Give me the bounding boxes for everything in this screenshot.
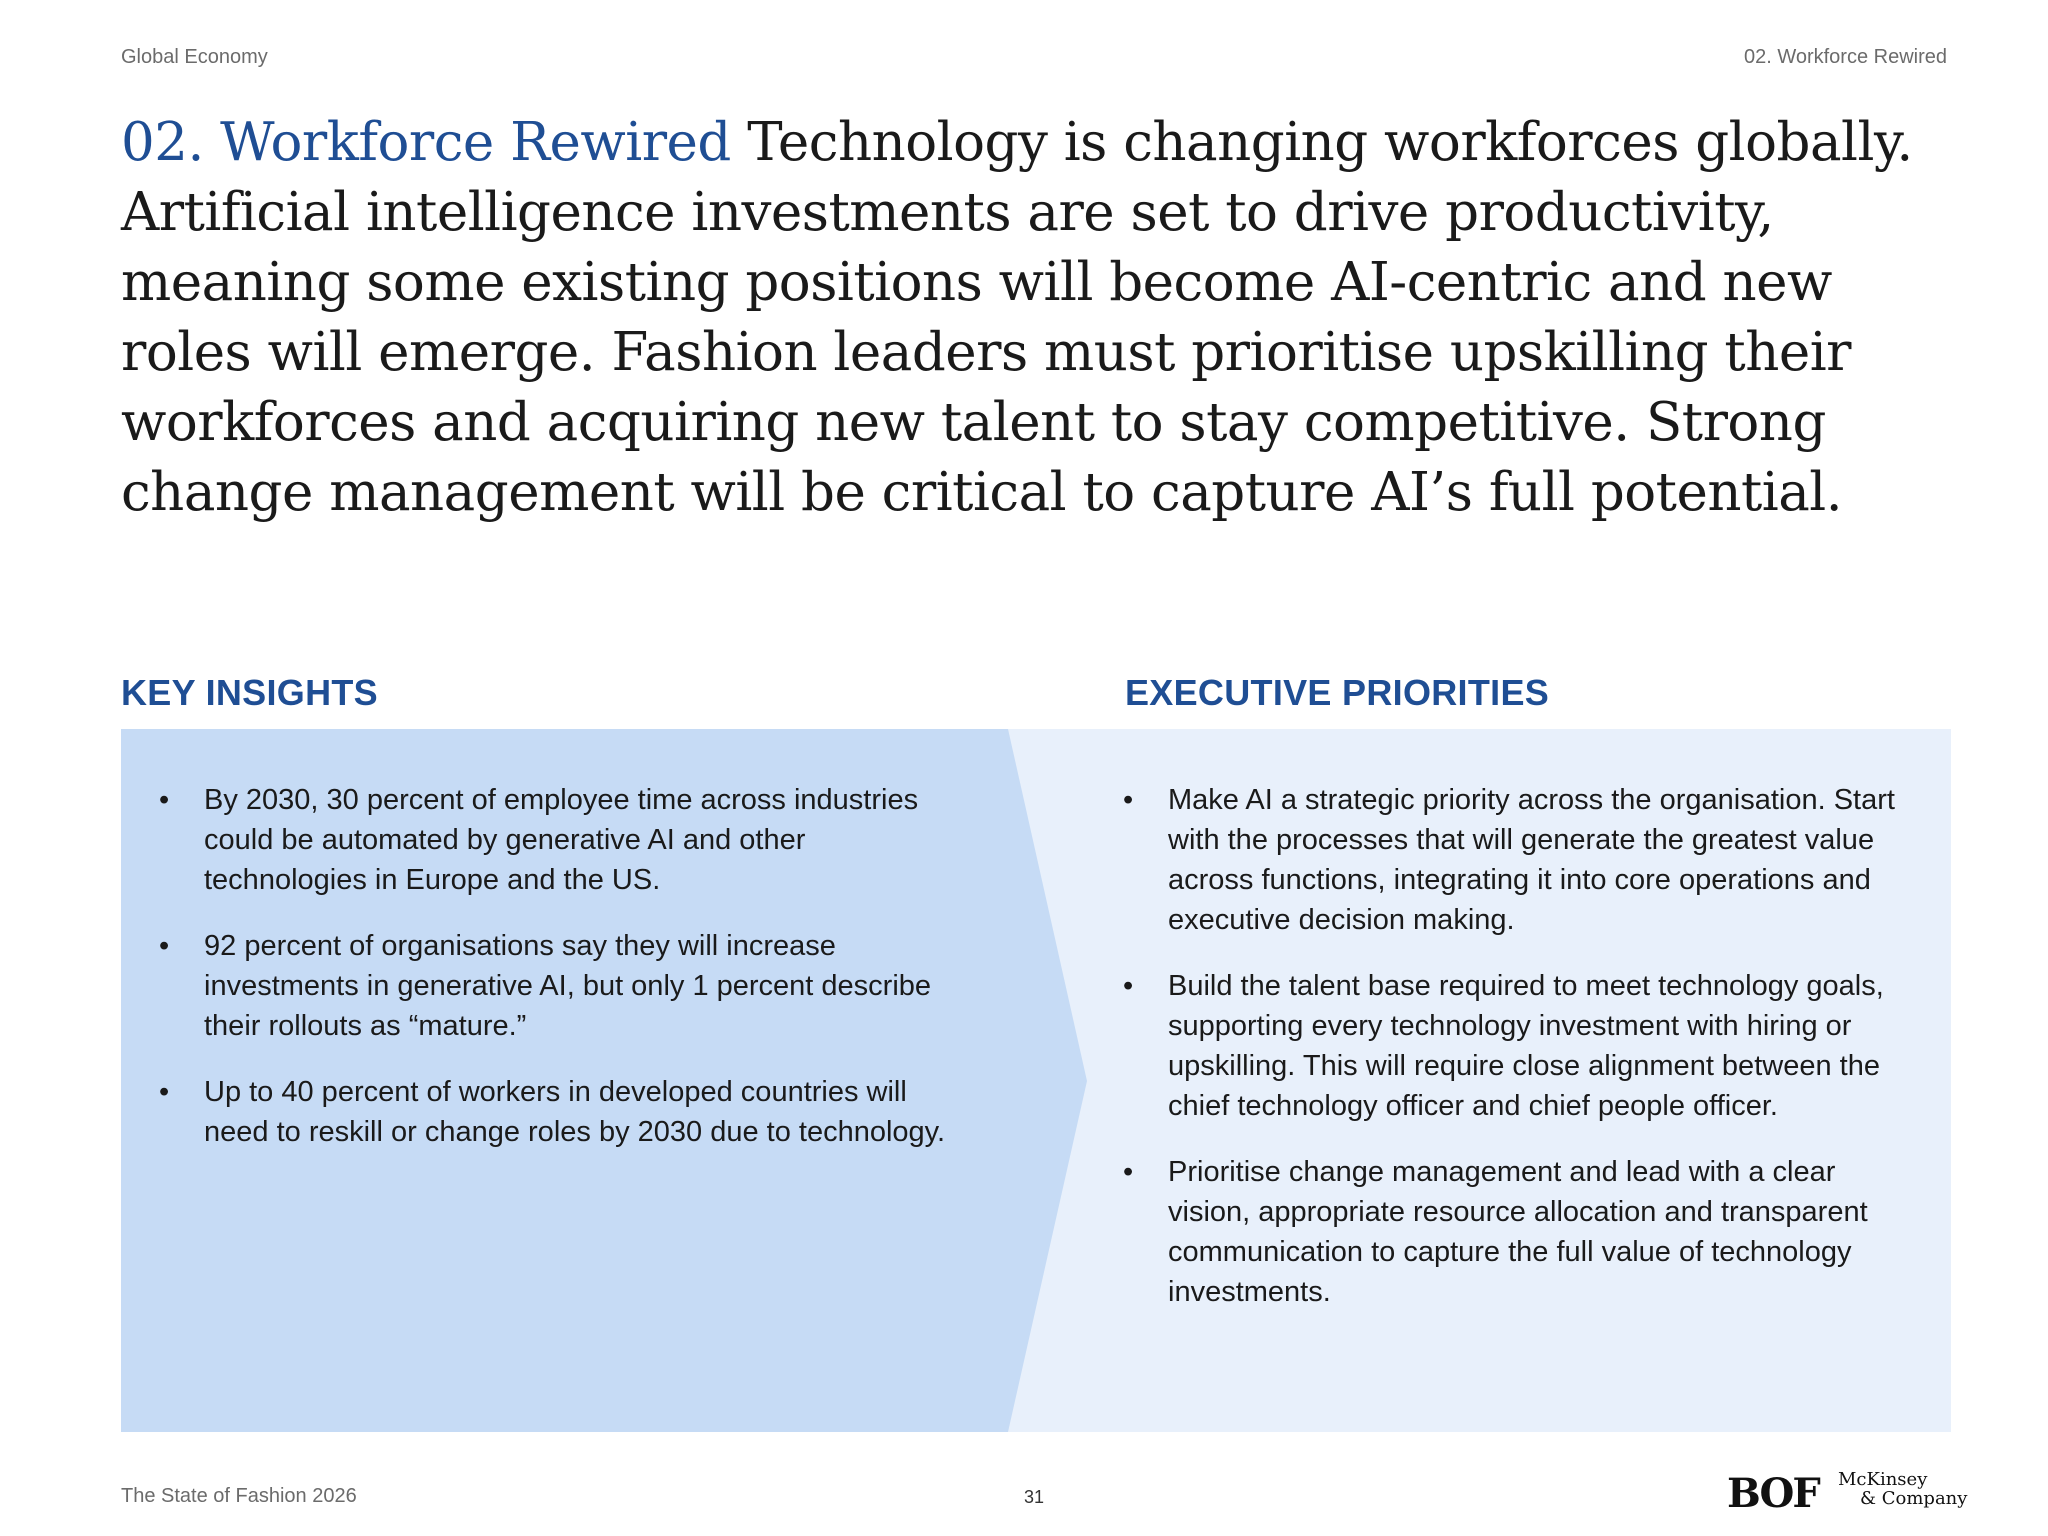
insight-text: By 2030, 30 percent of employee time across industries could be automated by generative AI and other technologies in Europe and the US. (204, 784, 919, 896)
priority-text: Build the talent base required to meet technology goals, supporting every technology investment with hiring or upskilling. This will require close alignment between the chief technology officer and chief people officer. (1168, 970, 1884, 1122)
bullet-icon: • (159, 1076, 170, 1108)
insight-text: 92 percent of organisations say they will increase investments in generative AI, but only 1 percent describe their rollouts as “mature.” (204, 930, 932, 1042)
bullet-icon: • (1123, 1156, 1134, 1188)
mckinsey-logo-line2: & Company (1860, 1488, 1968, 1509)
executive-priorities-list (1085, 780, 1925, 1338)
running-header-section: Global Economy (121, 46, 268, 68)
lead-body-text: Technology is changing workforces globally. Artificial intelligence investments are set to drive productivity, meaning some existing positions will become AI-centric and new roles will emerge. Fashion leaders must prioritise upskilling their workforces and acquiring new talent to stay competitive. Strong change management will be critical to capture AI’s full potential. (121, 112, 1913, 523)
mckinsey-logo (1838, 1470, 1967, 1508)
list-item (121, 780, 971, 900)
executive-priorities-heading: EXECUTIVE PRIORITIES (1125, 672, 1550, 713)
key-insights-list (121, 780, 971, 1178)
running-header-chapter: 02. Workforce Rewired (1743, 46, 1947, 68)
bof-logo: BOF (1727, 1470, 1819, 1517)
key-insights-heading: KEY INSIGHTS (121, 672, 378, 713)
bullet-icon: • (1123, 970, 1134, 1002)
insight-text: Up to 40 percent of workers in developed countries will need to reskill or change roles by 2030 due to technology. (204, 1076, 946, 1148)
bullet-icon: • (159, 784, 170, 816)
page-number: 31 (1024, 1487, 1045, 1507)
mckinsey-logo-line1: McKinsey (1838, 1469, 1928, 1490)
publication-title: The State of Fashion 2026 (121, 1485, 357, 1507)
list-item (1085, 780, 1925, 940)
list-item (1085, 1152, 1925, 1312)
list-item (121, 926, 971, 1046)
list-item (121, 1072, 971, 1152)
priority-text: Prioritise change management and lead with a clear vision, appropriate resource allocation and transparent communication to capture the full value of technology investments. (1168, 1156, 1868, 1308)
lead-section-title: 02. Workforce Rewired (121, 112, 731, 173)
priority-text: Make AI a strategic priority across the organisation. Start with the processes that will generate the greatest value across functions, integrating it into core operations and executive decision making. (1168, 784, 1895, 936)
bullet-icon: • (1123, 784, 1134, 816)
bullet-icon: • (159, 930, 170, 962)
lead-paragraph (121, 108, 1941, 528)
list-item (1085, 966, 1925, 1126)
